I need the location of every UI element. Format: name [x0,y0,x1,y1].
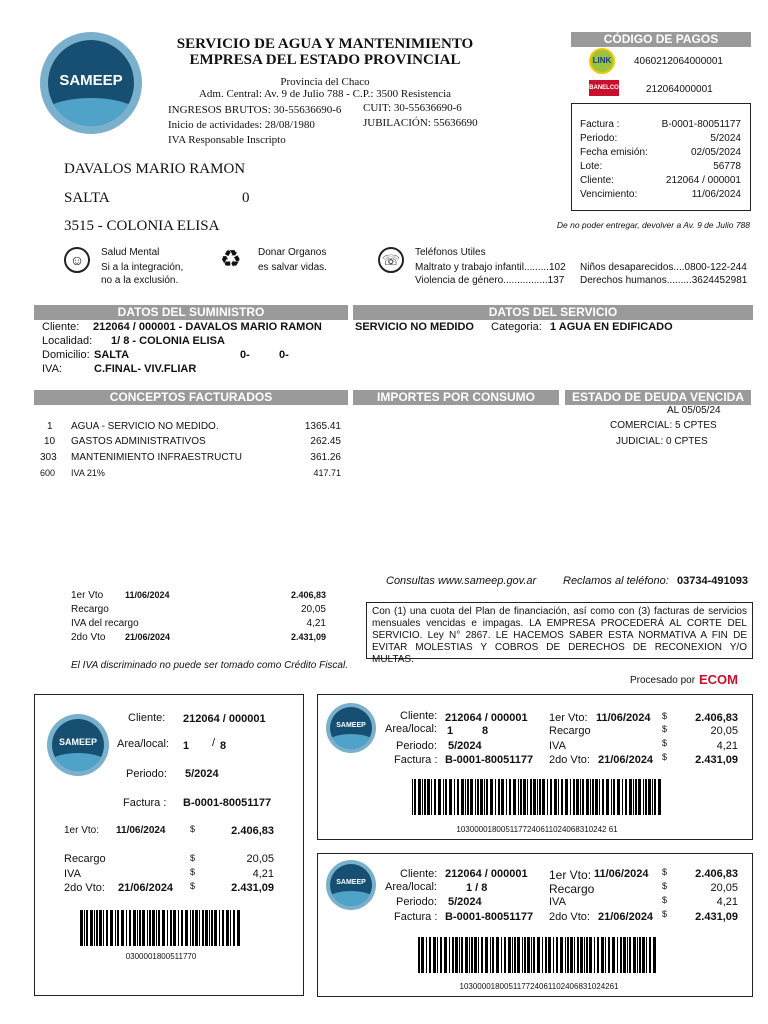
inv-factura: B-0001-80051177 [661,119,741,130]
reclamos-label: Reclamos al teléfono: [563,575,669,587]
c2-cur: $ [662,867,668,877]
c1-cliente: 212064 / 000001 [445,712,528,724]
tot-vto1-label: 1er Vto [71,590,104,601]
c2-cur: $ [662,881,668,891]
stub-area-a: 1 [183,740,190,752]
customer-name: DAVALOS MARIO RAMON [64,161,246,177]
supply-dom-a: 0- [240,349,250,361]
processed-label: Procesado por [630,675,696,686]
c1-vto2-date: 21/06/2024 [598,754,654,766]
c1-iva: 4,21 [716,740,738,752]
concepts-title: CONCEPTOS FACTURADOS [34,390,348,405]
c2-vto2-label: 2do Vto: [549,911,590,923]
c2-factura-label: Factura : [394,911,438,923]
customer-city-num: 0 [242,190,250,206]
tot-vto1-date: 11/06/2024 [125,590,170,600]
concept-code: 10 [44,436,56,447]
c2-cliente: 212064 / 000001 [445,868,528,880]
c1-vto2: 2.431,09 [695,754,738,766]
tot-recargo-label: Recargo [71,604,109,615]
debt-judicial: JUDICIAL: 0 CPTES [616,436,708,447]
inv-venc-label: Vencimiento: [580,189,638,200]
c2-area: 1 / 8 [466,882,488,894]
tel-line4: Derechos humanos.........3624452981 [580,275,748,286]
supply-title: DATOS DEL SUMINISTRO [34,305,348,320]
supply-cliente-label: Cliente: [42,321,80,333]
ingresos-brutos: INGRESOS BRUTOS: 30-55636690-6 [168,104,342,116]
address: Adm. Central: Av. 9 de Julio 788 - C.P.: 3500 Resistencia [198,88,452,100]
supply-domicilio: SALTA [94,349,130,361]
c2-periodo: 5/2024 [448,896,482,908]
c2-iva-label: IVA [549,896,566,908]
c1-cur: $ [662,724,668,734]
c2-vto2: 2.431,09 [695,911,738,923]
c2-area-label: Area/local: [385,881,437,893]
inv-cliente-label: Cliente: [580,175,614,186]
company-name-1: SERVICIO DE AGUA Y MANTENIMIENTO [176,36,474,52]
link-code: 4060212064000001 [634,56,723,67]
phone-icon: ☏ [378,247,404,273]
tot-vto2: 2.431,09 [290,632,326,642]
c2-cliente-label: Cliente: [400,868,438,880]
logo-text: SAMEEP [59,72,123,89]
stub-area-slash: / [212,737,216,749]
stub-barcode-text: 0300001800511770 [125,952,197,961]
c2-iva: 4,21 [716,896,738,908]
stub-vto1-label: 1er Vto: [64,825,100,836]
tot-vto1: 2.406,83 [290,590,326,600]
coupon1-logo: SAMEEP [326,703,376,753]
c1-periodo-label: Periodo: [396,740,437,752]
c2-vto1-label: 1er Vto: [549,868,592,882]
stub-vto1-date: 11/06/2024 [116,825,166,836]
inv-fecha: 02/05/2024 [690,147,741,158]
company-name-2: EMPRESA DEL ESTADO PROVINCIAL [189,52,461,68]
tot-recargo: 20,05 [300,604,326,615]
stub-recargo-label: Recargo [64,853,106,865]
link-logo: LINK [589,48,615,74]
c1-periodo: 5/2024 [448,740,482,752]
tel-title: Teléfonos Utiles [415,247,486,258]
inv-lote-label: Lote: [580,161,603,172]
stub-periodo: 5/2024 [185,768,219,780]
c1-cur: $ [662,711,668,721]
concept-desc: AGUA - SERVICIO NO MEDIDO. [71,421,219,432]
stub-vto2-date: 21/06/2024 [118,882,174,894]
stub-cur: $ [190,867,196,877]
donar-title: Donar Organos [258,247,327,258]
sameep-logo [40,32,142,134]
inv-lote: 56778 [713,161,741,172]
inv-fecha-label: Fecha emisión: [580,147,648,158]
debt-al: AL 05/05/24 [667,405,721,416]
stub-area-label: Area/local: [117,738,169,750]
supply-iva: C.FINAL- VIV.FLIAR [94,363,197,375]
c1-cur: $ [662,752,668,762]
c1-recargo-label: Recargo [549,725,591,737]
c1-cliente-label: Cliente: [400,710,438,722]
donar-line1: es salvar vidas. [258,262,327,273]
c2-vto1: 2.406,83 [695,868,738,880]
stub-cur: $ [190,881,196,891]
debt-comercial: COMERCIAL: 5 CPTES [610,420,717,431]
iva-note: El IVA discriminado no puede ser tomado como Crédito Fiscal. [71,660,348,671]
concept-amount: 262.45 [310,436,341,447]
c2-barcode-text: 103000018005117724061102406831024261 [459,982,619,991]
service-title: DATOS DEL SERVICIO [353,305,753,320]
banelco-code: 212064000001 [646,84,713,95]
inv-factura-label: Factura : [580,119,620,130]
consultas: Consultas www.sameep.gov.ar [386,575,537,587]
c1-vto1: 2.406,83 [695,712,738,724]
stub-area-b: 8 [220,740,227,752]
tel-line1: Maltrato y trabajo infantil.........102 [415,262,566,273]
province: Provincia del Chaco [280,76,370,88]
inv-periodo-label: Periodo: [580,133,618,144]
debt-title: ESTADO DE DEUDA VENCIDA [565,390,751,405]
inicio-actividades: Inicio de actividades: 28/08/1980 [168,119,315,131]
c2-recargo: 20,05 [710,882,738,894]
c2-periodo-label: Periodo: [396,896,437,908]
supply-cliente: 212064 / 000001 - DAVALOS MARIO RAMON [93,321,322,333]
c2-recargo-label: Recargo [549,882,595,896]
jubilacion: JUBILACIÓN: 55636690 [363,117,478,129]
concept-desc: MANTENIMIENTO INFRAESTRUCTU [71,452,242,463]
c2-vto2-date: 21/06/2024 [598,911,654,923]
notice-box: Con (1) una cuota del Plan de financiación, así como con (3) facturas de servicios mensuales vencidas e impagas. LA EMPRESA PROCEDERÁ AL CORTE DEL SERVICIO. Ley N° 2867. LE HACEMOS SABER ESTA NORMATIVA A FIN DE EVITAR MOLESTIAS Y COBROS DE DERECHOS DE RECONEXION Y/O MULTAS. [366,602,753,659]
stub-periodo-label: Periodo: [126,768,167,780]
c1-area-a: 1 [447,725,454,737]
coupon2-logo: SAMEEP [326,860,376,910]
stub-iva-label: IVA [64,868,81,880]
return-note: De no poder entregar, devolver a Av. 9 de Julio 788 [556,220,750,230]
banelco-logo: BANELCO [589,80,619,96]
tot-vto2-date: 21/06/2024 [125,632,171,642]
c1-vto1-date: 11/06/2024 [596,712,651,724]
stub-iva: 4,21 [252,868,274,880]
c1-vto2-label: 2do Vto: [549,754,590,766]
salud-line1: Si a la integración, [101,262,184,273]
concept-code: 600 [40,468,56,478]
c1-factura-label: Factura : [394,754,438,766]
reclamos-phone: 03734-491093 [677,575,748,587]
c1-factura: B-0001-80051177 [445,754,534,766]
c2-barcode [418,937,660,973]
stub-cliente-label: Cliente: [128,712,166,724]
tot-ivarec: 4,21 [306,618,326,629]
inv-periodo: 5/2024 [710,133,741,144]
stub-logo: SAMEEP [47,714,109,776]
concept-code: 303 [40,452,57,463]
ecom-logo: ECOM [699,672,738,687]
c2-factura: B-0001-80051177 [445,911,534,923]
cuit: CUIT: 30-55636690-6 [363,102,462,114]
tot-ivarec-label: IVA del recargo [71,618,139,629]
head-heart-icon: ☺ [64,247,90,273]
recycle-arrows-icon: ♻ [220,246,242,273]
service-categoria: 1 AGUA EN EDIFICADO [550,321,673,333]
c1-cur: $ [662,738,668,748]
tot-vto2-label: 2do Vto [71,632,106,643]
c1-area-b: 8 [482,725,489,737]
c1-vto1-label: 1er Vto: [549,712,588,724]
tel-line2: Violencia de género................137 [415,275,565,286]
tel-line3: Niños desaparecidos....0800-122-244 [580,262,747,273]
stub-vto2-label: 2do Vto: [64,882,105,894]
supply-dom-b: 0- [279,349,289,361]
consumo-title: IMPORTES POR CONSUMO [353,390,559,405]
concept-amount: 1365.41 [304,421,341,432]
stub-barcode [80,910,242,946]
stub-cur: $ [190,824,196,834]
concept-desc: IVA 21% [71,468,105,478]
service-medido: SERVICIO NO MEDIDO [355,321,474,333]
supply-localidad-label: Localidad: [42,335,93,347]
c1-barcode [412,779,662,815]
c1-iva-label: IVA [549,740,566,752]
c2-cur: $ [662,895,668,905]
stub-vto1: 2.406,83 [231,825,274,837]
stub-recargo: 20,05 [246,853,274,865]
stub-cur: $ [190,853,196,863]
concept-amount: 417.71 [313,468,341,478]
c1-barcode-text: 1030000180051177240611024068310242 61 [456,825,618,834]
concept-desc: GASTOS ADMINISTRATIVOS [71,436,206,447]
iva-condition: IVA Responsable Inscripto [168,134,286,146]
concept-code: 1 [47,421,53,432]
payment-codes-title: CÓDIGO DE PAGOS [571,32,751,47]
c1-area-label: Area/local: [385,723,437,735]
salud-title: Salud Mental [101,247,160,258]
stub-factura: B-0001-80051177 [183,797,272,809]
customer-city: SALTA [64,190,110,206]
supply-localidad: 1/ 8 - COLONIA ELISA [111,335,225,347]
concept-amount: 361.26 [310,452,341,463]
c2-vto1-date: 11/06/2024 [594,868,649,880]
supply-domicilio-label: Domicilio: [42,349,90,361]
service-categoria-label: Categoria: [491,321,542,333]
stub-vto2: 2.431,09 [231,882,274,894]
c1-recargo: 20,05 [710,725,738,737]
inv-venc: 11/06/2024 [691,189,741,200]
salud-line2: no a la exclusión. [101,275,179,286]
inv-cliente: 212064 / 000001 [665,175,741,186]
c2-cur: $ [662,909,668,919]
customer-locality: 3515 - COLONIA ELISA [64,218,220,234]
stub-cliente: 212064 / 000001 [183,713,266,725]
stub-factura-label: Factura : [123,797,167,809]
supply-iva-label: IVA: [42,363,62,375]
